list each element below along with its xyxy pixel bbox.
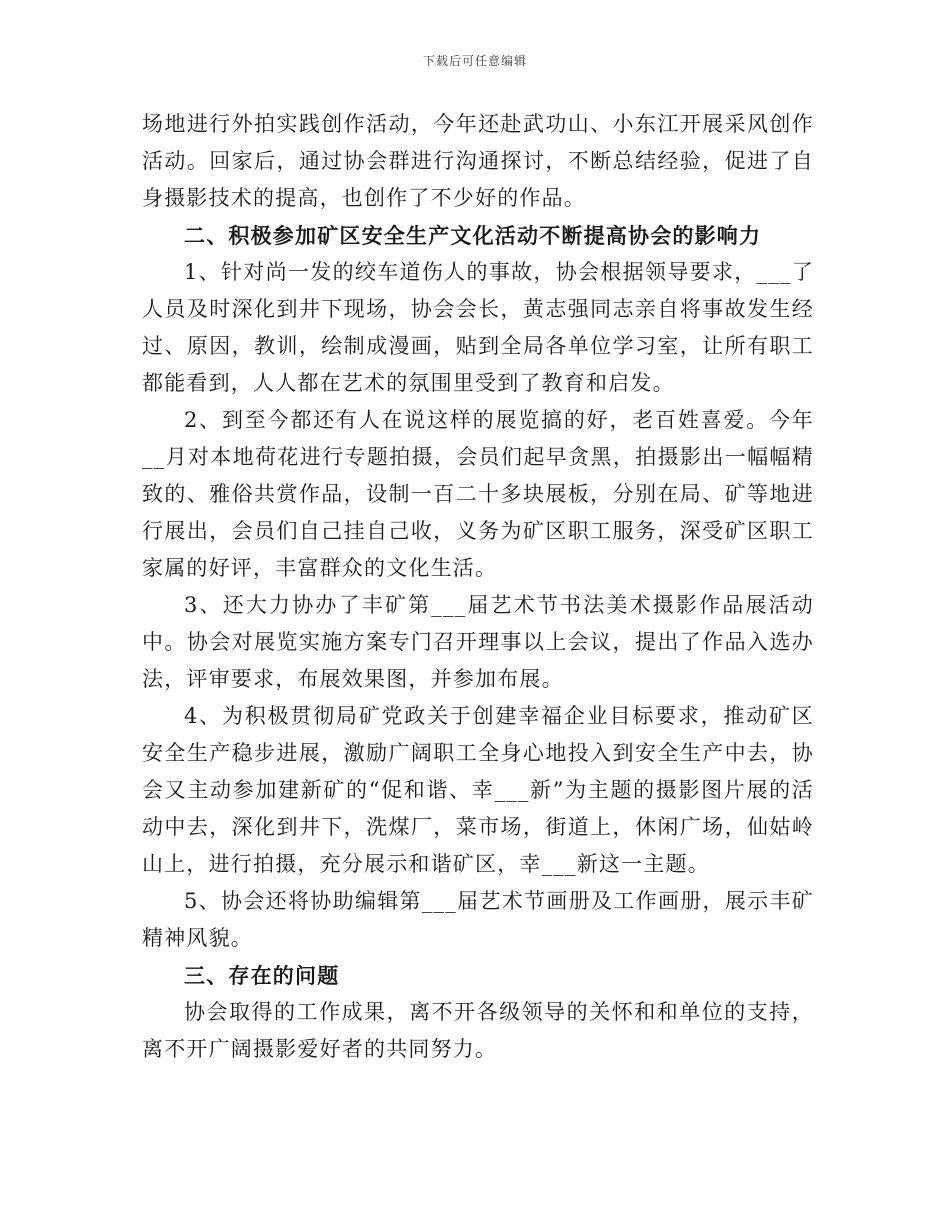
paragraph-item-2: 2、到至今都还有人在说这样的展览搞的好，老百姓喜爱。今年__月对本地荷花进行专题拍摄，会员们起早贪黑，拍摄影出一幅幅精致的、雅俗共赏作品，设制一百二十多块展板，分别在局、矿等地进行展出，会员们自己挂自己收，义务为矿区职工服务，深受矿区职工家属的好评，丰富群众的文化生活。 xyxy=(142,408,814,580)
section-heading-2: 二、积极参加矿区安全生产文化活动不断提高协会的影响力 xyxy=(184,223,762,248)
paragraph-item-5: 5、协会还将协助编辑第___届艺术节画册及工作画册，展示丰矿精神风貌。 xyxy=(142,889,814,950)
page-header: 下载后可任意编辑 xyxy=(422,54,527,68)
paragraph-conclusion: 协会取得的工作成果，离不开各级领导的关怀和和单位的支持，离不开广阔摄影爱好者的共同努力。 xyxy=(142,1000,814,1061)
paragraph-continuation: 场地进行外拍实践创作活动，今年还赴武功山、小东江开展采风创作活动。回家后，通过协会群进行沟通探讨，不断总结经验，促进了自身摄影技术的提高，也创作了不少好的作品。 xyxy=(142,112,814,210)
section-heading-3: 三、存在的问题 xyxy=(184,963,340,988)
paragraph-item-1: 1、针对尚一发的绞车道伤人的事故，协会根据领导要求，___了人员及时深化到井下现场，协会会长，黄志强同志亲自将事故发生经过、原因，教训，绘制成漫画，贴到全局各单位学习室，让所有职工都能看到，人人都在艺术的氛围里受到了教育和启发。 xyxy=(142,260,814,395)
paragraph-item-3: 3、还大力协办了丰矿第___届艺术节书法美术摄影作品展活动中。协会对展览实施方案专门召开理事以上会议，提出了作品入选办法，评审要求，布展效果图，并参加布展。 xyxy=(142,593,814,691)
paragraph-item-4: 4、为积极贯彻局矿党政关于创建幸福企业目标要求，推动矿区安全生产稳步进展，激励广阔职工全身心地投入到安全生产中去，协会又主动参加建新矿的“促和谐、幸___新”为主题的摄影图片展的活动中去，深化到井下，洗煤厂，菜市场，街道上，休闲广场，仙姑岭山上，进行拍摄，充分展示和谐矿区，幸___新这一主题。 xyxy=(142,704,814,876)
document-body xyxy=(142,106,814,1068)
